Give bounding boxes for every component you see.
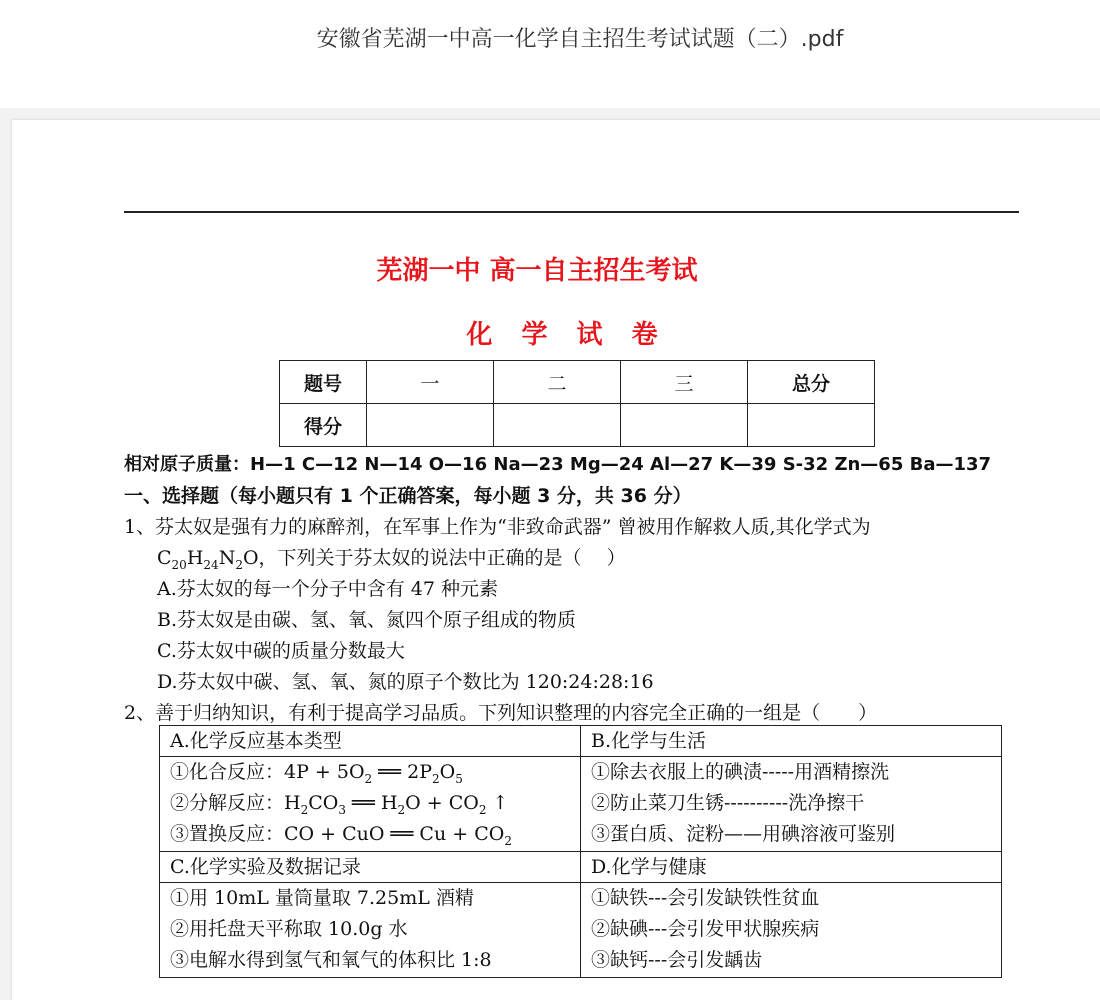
group-a-row: ②分解反应：$H_2CO_3$ ══ $H_2O + CO_2$ ↑	[170, 792, 509, 817]
question-1-stem-cont	[157, 543, 626, 572]
score-cell	[367, 404, 494, 447]
atomic-mass-line: 相对原子质量：H—1 C—12 N—14 O—16 Na—23 Mg—24 Al—27 K—39 S-32 Zn—65 Ba—137	[124, 454, 992, 475]
group-c-header: C.化学实验及数据记录	[160, 852, 581, 883]
knowledge-table	[159, 725, 1002, 978]
group-c-row: ②用托盘天平称取 10.0g 水	[170, 918, 408, 940]
group-b-row: ②防止菜刀生锈----------洗净擦干	[591, 792, 865, 814]
formula-c20h24n2o: $C_{20}H_{24}N_2O$	[157, 547, 259, 572]
group-b-row: ③蛋白质、淀粉——用碘溶液可鉴别	[591, 823, 896, 845]
section-heading: 一、选择题（每小题只有 1 个正确答案，每小题 3 分，共 36 分）	[124, 485, 692, 507]
question-1-option-d: D.芬太奴中碳、氢、氧、氮的原子个数比为 120:24:28:16	[157, 671, 654, 693]
group-d-header: D.化学与健康	[581, 852, 1002, 883]
group-c-body	[160, 883, 581, 978]
score-header-cell: 题号	[280, 361, 367, 404]
group-d-row: ③缺钙---会引发龋齿	[591, 949, 763, 971]
group-a-body	[160, 757, 581, 852]
score-row-label: 得分	[280, 404, 367, 447]
score-header-cell: 三	[621, 361, 748, 404]
document-title: 安徽省芜湖一中高一化学自主招生考试试题（二）.pdf	[316, 27, 844, 52]
group-d-body	[581, 883, 1002, 978]
viewer-header	[0, 0, 1100, 108]
header-rule	[124, 211, 1019, 213]
score-header-cell: 一	[367, 361, 494, 404]
question-2-stem: 2、善于归纳知识，有利于提高学习品质。下列知识整理的内容完全正确的一组是（ ）	[124, 702, 878, 724]
group-a-row: ③置换反应：CO + CuO ══ $Cu + CO_2$	[170, 823, 512, 848]
question-1-option-a: A.芬太奴的每一个分子中含有 47 种元素	[157, 578, 499, 600]
group-c-row: ③电解水得到氢气和氧气的体积比 1:8	[170, 949, 492, 971]
score-cell	[494, 404, 621, 447]
group-a-header: A.化学反应基本类型	[160, 726, 581, 757]
score-header-cell: 二	[494, 361, 621, 404]
question-1-option-c: C.芬太奴中碳的质量分数最大	[157, 640, 405, 662]
question-1-option-b: B.芬太奴是由碳、氢、氧、氮四个原子组成的物质	[157, 609, 577, 631]
group-b-body	[581, 757, 1002, 852]
pdf-page	[12, 120, 1100, 1000]
group-b-row: ①除去衣服上的碘渍-----用酒精擦洗	[591, 761, 890, 783]
group-c-row: ①用 10mL 量筒量取 7.25mL 酒精	[170, 887, 474, 909]
exam-subtitle: 化 学 试 卷	[466, 320, 668, 350]
question-1-stem: 1、芬太奴是强有力的麻醉剂，在军事上作为“非致命武器” 曾被用作解救人质,其化学式为	[124, 516, 871, 538]
exam-title: 芜湖一中 高一自主招生考试	[376, 256, 698, 286]
group-b-header: B.化学与生活	[581, 726, 1002, 757]
score-header-cell: 总分	[748, 361, 875, 404]
group-a-row: ①化合反应：$4P + 5O_2$ ══ $2P_2O_5$	[170, 761, 463, 786]
score-table	[279, 360, 875, 447]
group-d-row: ①缺铁---会引发缺铁性贫血	[591, 887, 820, 909]
question-1-stem-tail: ，下列关于芬太奴的说法中正确的是（ ）	[258, 547, 626, 569]
score-cell	[748, 404, 875, 447]
score-cell	[621, 404, 748, 447]
group-d-row: ②缺碘---会引发甲状腺疾病	[591, 918, 820, 940]
